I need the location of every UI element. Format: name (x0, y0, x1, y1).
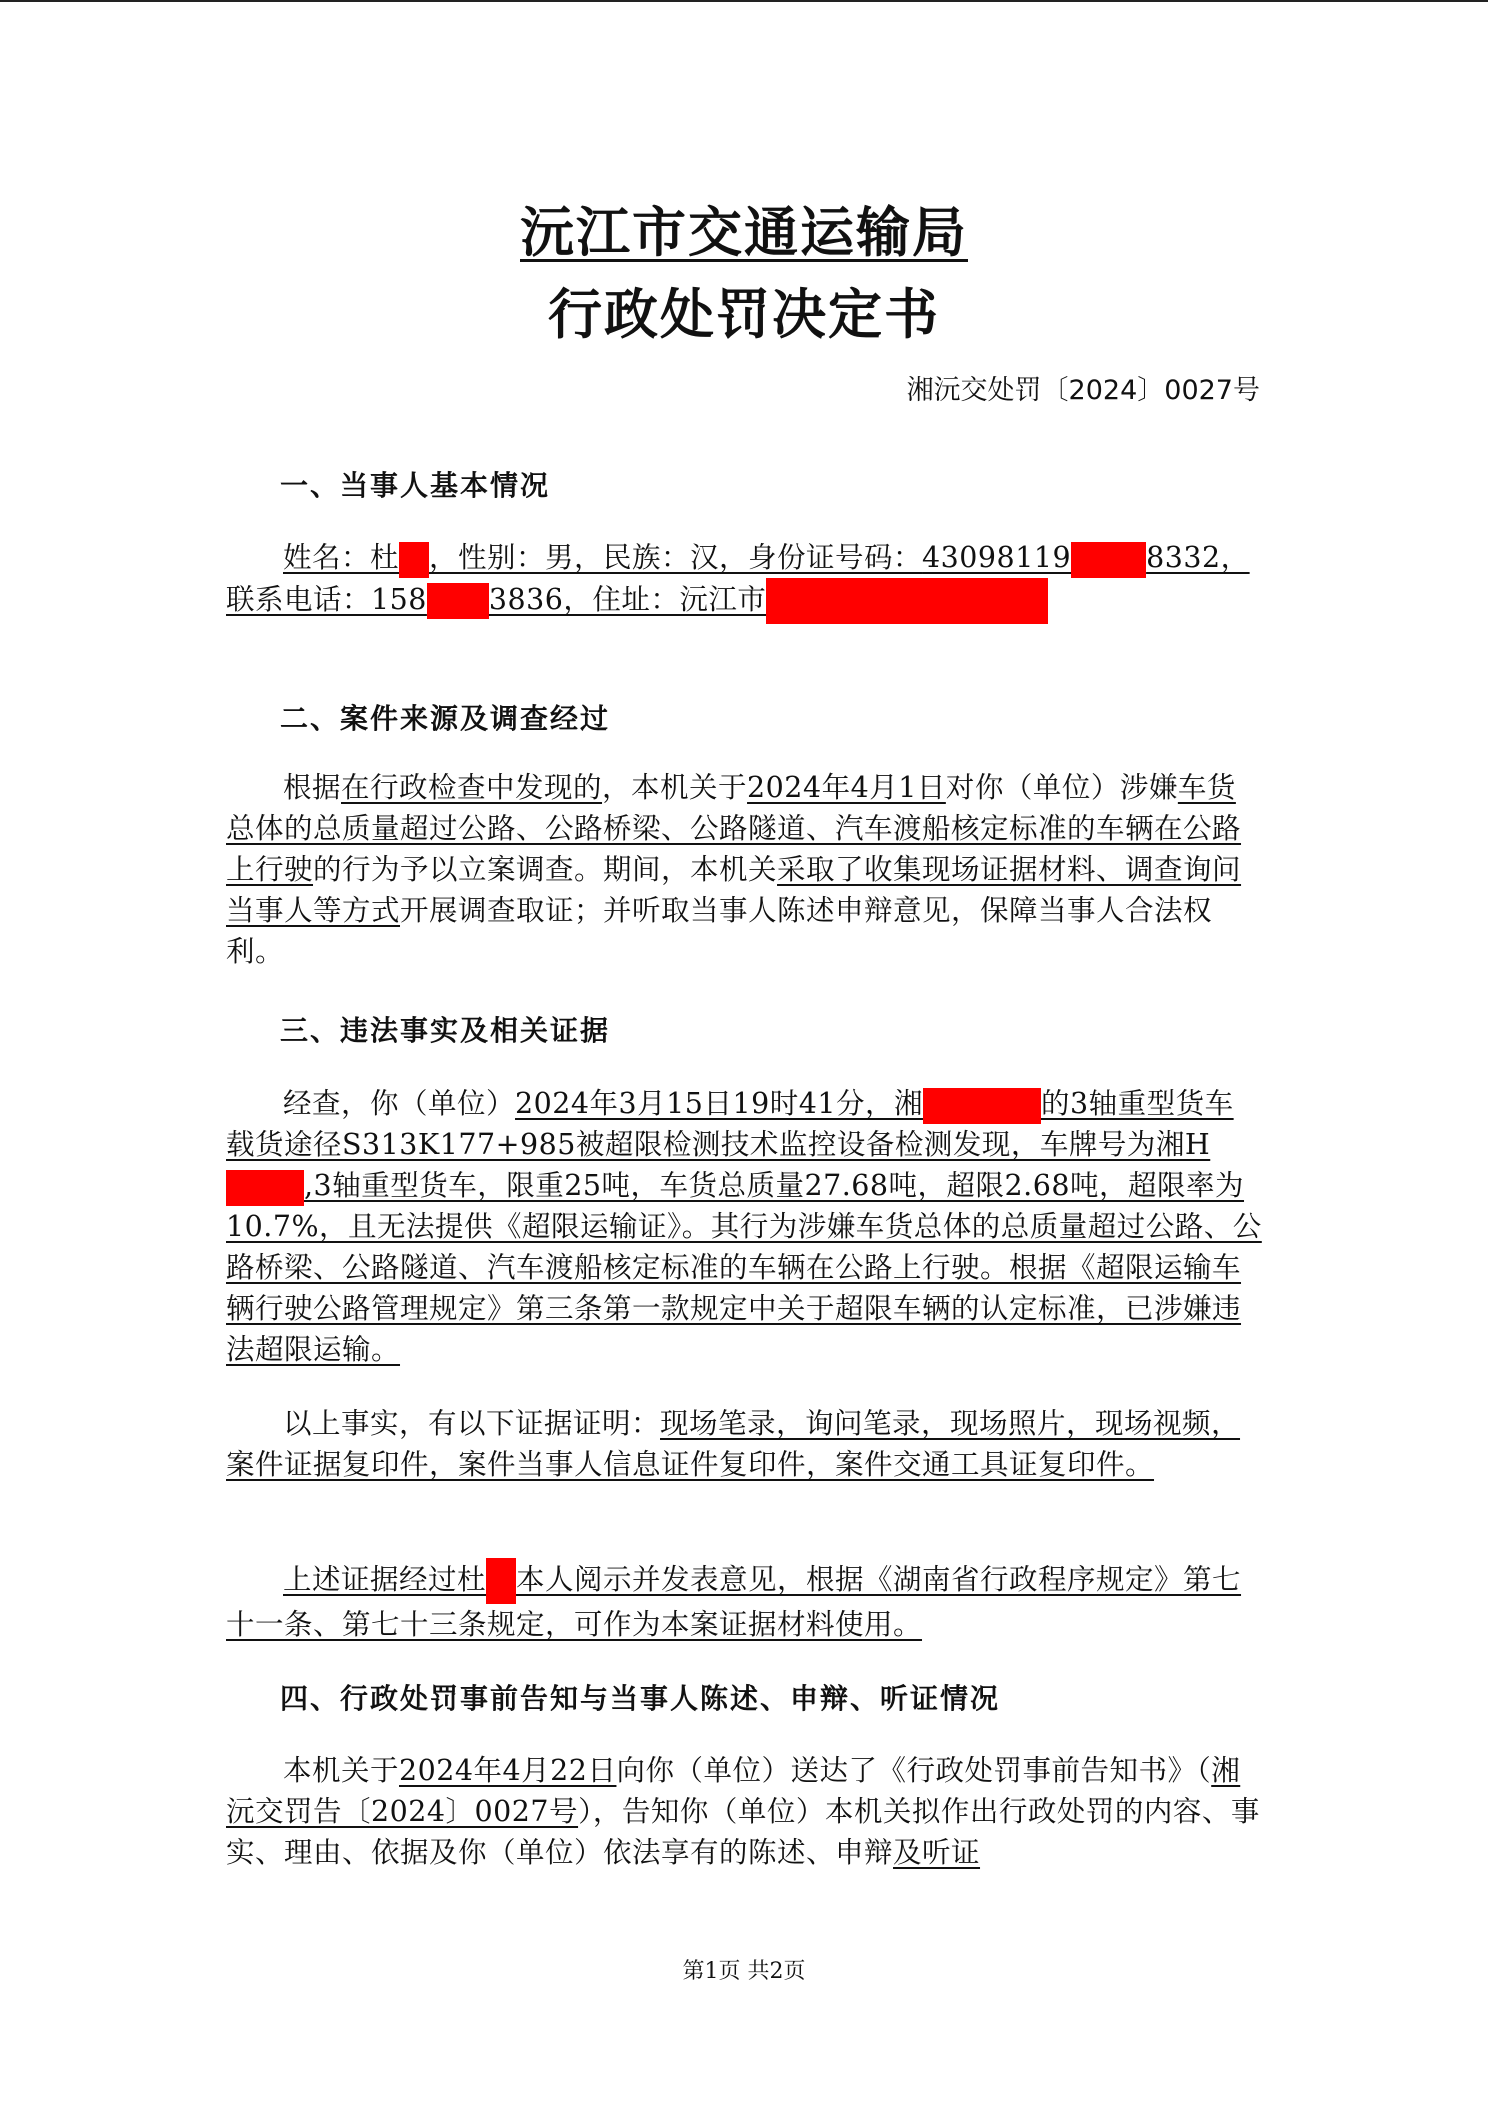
notice-date: 2024年4月22日 (399, 1754, 617, 1787)
party-info-underlined (226, 541, 1250, 616)
text-underlined: 及听证 (893, 1836, 981, 1869)
case-filing-date: 2024年4月1日 (747, 771, 946, 804)
text-segment: 以上事实，有以下证据证明： (283, 1407, 661, 1440)
violation-time: 2024年3月15日19时41分，湘 (515, 1087, 923, 1120)
evidence-list: 现场笔录，询问笔录，现场照片，现场视频，案件证据复印件，案件当事人信息证件复印件，案件交通工具证复印件。 (226, 1407, 1241, 1481)
facts-underlined (226, 1087, 1262, 1366)
text-segment: ），告知你（单位）本机关拟作出行政处罚的内容、事实、理由、依据及你（单位）依法享有的陈述、申辩 (226, 1795, 1260, 1869)
text-segment: 根据 (283, 771, 342, 804)
text-segment: 开展调查取证；并听取当事人陈述申辩意见，保障当事人合法权利。 (226, 894, 1213, 968)
text-segment: 向你（单位）送达了《行政处罚事前告知书》（ (616, 1754, 1212, 1787)
id-phone-text: 8332，联系电话：158 (226, 541, 1250, 616)
evidence-review-underlined (226, 1563, 1241, 1642)
phone-address-text: 3836，住址：沅江市 (488, 582, 767, 616)
paragraph-evidence (226, 1403, 1262, 1485)
section-heading-notice: 四、行政处罚事前告知与当事人陈述、申辩、听证情况 (280, 1682, 1001, 1715)
title-agency-text: 沅江市交通运输局 (520, 201, 968, 264)
party-name-label: 姓名：杜 (283, 541, 400, 574)
redaction-block (399, 542, 429, 578)
text-segment: 本机关于 (283, 1754, 400, 1787)
title-agency (0, 190, 1488, 267)
alleged-violation: 车货总体的总质量超过公路、公路桥梁、公路隧道、汽车渡船核定标准的车辆在公路上行驶 (226, 771, 1242, 886)
redaction-block (924, 578, 1048, 624)
redaction-block (486, 1558, 516, 1604)
section-heading-facts: 三、违法事实及相关证据 (280, 1014, 611, 1047)
overload-details: ,3轴重型货车，限重25吨，车货总质量27.68吨，超限2.68吨，超限率为10.7%，且无法提供《超限运输证》。其行为涉嫌车货总体的总质量超过公路、公路桥梁、公路隧道、汽车渡船核定标准的车辆在公路上行驶。根据《超限运输车辆行驶公路管理规定》第三条第一款规定中关于超限车辆的认定标准，已涉嫌违法超限运输。 (226, 1169, 1262, 1366)
paragraph-facts (226, 1083, 1262, 1370)
paragraph-notice (226, 1750, 1262, 1873)
text-segment: ，本机关于 (602, 771, 748, 804)
paragraph-party-info (226, 537, 1262, 624)
redaction-block (1071, 542, 1146, 578)
document-number: 湘沅交处罚〔2024〕0027号 (906, 375, 1260, 406)
section-heading-case-source: 二、案件来源及调查经过 (280, 702, 611, 735)
text-segment: 本人阅示并发表意见，根据《湖南省行政程序规定》第七十一条、第七十三条规定，可作为本案证据材料使用。 (226, 1562, 1242, 1641)
paragraph-evidence-review (226, 1558, 1262, 1645)
redaction-block (226, 1170, 304, 1206)
redaction-block (923, 1088, 1041, 1124)
detection-details: 的3轴重型货车载货途径S313K177+985被超限检测技术监控设备检测发现，车牌号为湘H (226, 1087, 1234, 1161)
paragraph-case-source (226, 767, 1262, 972)
text-underlined: 在行政检查中发现的 (341, 771, 603, 804)
title-decision: 行政处罚决定书 (548, 283, 940, 346)
text-segment: 的行为予以立案调查。期间，本机关 (313, 853, 778, 886)
section-heading-parties: 一、当事人基本情况 (280, 469, 551, 502)
party-details: ，性别：男，民族：汉，身份证号码： (429, 541, 923, 574)
investigation-methods: 采取了收集现场证据材料、调查询问当事人等方式 (226, 853, 1242, 927)
text-segment: 上述证据经过杜 (283, 1562, 487, 1596)
text-segment: 对你（单位）涉嫌 (945, 771, 1178, 804)
redaction-block (427, 583, 489, 619)
notice-number: 湘沅交罚告〔2024〕0027号 (226, 1754, 1241, 1828)
page-footer: 第1页 共2页 (682, 1959, 806, 1984)
id-number-prefix: 43098119 (922, 541, 1072, 574)
text-segment: 经查，你（单位） (283, 1087, 516, 1120)
redaction-block (766, 578, 924, 624)
